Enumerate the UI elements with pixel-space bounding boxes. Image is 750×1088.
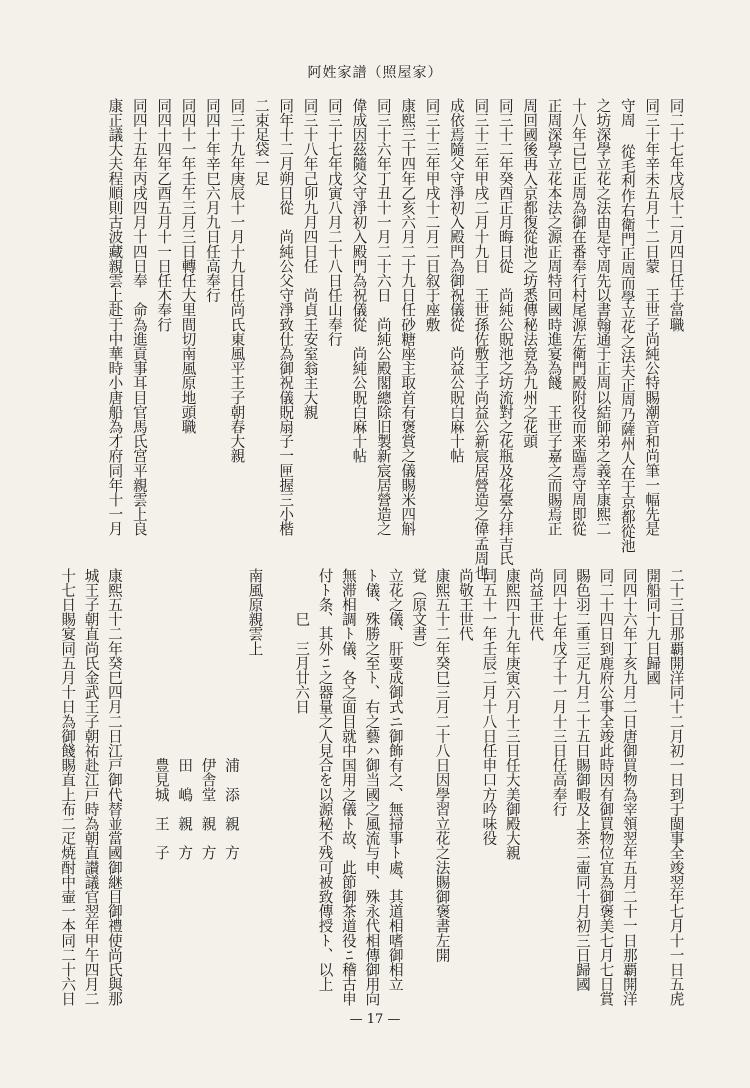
- text-column: 立花之儀、肝要成御式ニ御飾有之、無掃事ﾄ處、其道相嗜御相立: [386, 568, 404, 992]
- text-column: 康熙三十四年乙亥六月二十九日任砂糖座主取首有褒賞之儀賜米四斛: [399, 98, 417, 536]
- text-column: 十八年己巳正周為御在番奉行村尾源左衛門殿附役而来臨焉守周即從: [569, 98, 587, 536]
- text-column: ﾄ儀、殊勝之至ﾄ、右之藝ハ御当國之風流与申、殊永代相傳御用向: [363, 568, 381, 1006]
- text-column: 覚（原文書）: [410, 568, 428, 656]
- text-column: 同四十六年丁亥九月二日唐御買物為宰領翌年五月二十一日那覇開洋: [620, 568, 638, 1006]
- text-column: 康熙四十九年庚寅六月十三日任大美御殿大親: [503, 568, 521, 860]
- text-column: 同五十一年壬辰二月十八日任申口方吟味役: [480, 568, 498, 846]
- text-column: 無滞相調ﾄ儀、各之面目就中国用之儀ﾄ故、此節御茶道役ﾆ稽古申: [339, 568, 357, 1006]
- text-column: 伊舎堂 親 方: [199, 568, 217, 860]
- text-column: 同年十二月朔日從 尚純公父守淨致仕為御祝儀貺扇子一匣握三小楷: [277, 98, 295, 536]
- text-column: 康正議大夫程順則古波藏親雲上赴于中華時小唐船為才府同年十一月: [106, 98, 124, 536]
- text-column: 浦 添 親 方: [222, 568, 240, 860]
- text-column: 尚敬王世代: [456, 568, 474, 641]
- text-column: 城王子朝直尚氏金武王子朝祐赴江戸時為朝直讃議官翌年甲午四月二: [82, 568, 100, 1006]
- text-column: 同四十四年乙酉五月十一日任木奉行: [155, 98, 173, 332]
- text-column: 康熙五十二年癸巳四月二日江戸御代替並當國御継目御禮使尚氏與那: [105, 568, 123, 1006]
- text-column: 同二十四日到鹿府公事全竣此時因有御買物位宜為御褒美七月七日賞: [597, 568, 615, 1006]
- text-column: 守周 從毛利作右衛門正周而學立花之法夫正周乃薩州人在于京都從池: [618, 98, 636, 553]
- text-column: 同四十七年戊子十一月十三日任高奉行: [550, 568, 568, 817]
- text-column: 同三十年辛未五月十二日蒙 王世子尚純公特賜潮音和尚筆一幅先是: [643, 98, 661, 536]
- text-column: 同三十三年甲戌二月十九日 王世孫佐敷王子尚益公新宸居營造之偉孟周也: [472, 98, 490, 580]
- text-column: 周回國後再入京都復從池之坊悉傳秘法竟為九州之花頭: [521, 98, 539, 449]
- text-column: 同二十七年戊辰十二月四日任于當職: [667, 98, 685, 332]
- text-column: 同三十三年甲戌十二月二日叙于座敷: [423, 98, 441, 332]
- text-column: 豊見城 王 子: [152, 568, 170, 860]
- text-column: 正周深學立花本法之源正周特回國時進宴為餞 王世子嘉之而賜焉正: [545, 98, 563, 536]
- text-column: 之坊深學立花之法由是守周先以書翰通于正周以結師弟之義辛康熙二: [594, 98, 612, 536]
- text-column: 同三十六年丁丑十一月二十六日 尚純公殿閣總除旧製新宸居營造之: [374, 98, 392, 536]
- text-column: 康熙五十二年癸巳三月二十八日因學習立花之法賜御褒書左開: [433, 568, 451, 963]
- text-column: 尚益王世代: [527, 568, 545, 641]
- page-number: — 17 —: [349, 1012, 401, 1027]
- text-column: 成依焉隨父守淨初入殿門為御祝儀從 尚益公貺白麻十帖: [447, 98, 465, 463]
- text-column: 開船同十九日歸國: [644, 568, 662, 685]
- text-column: 賜色羽二重三疋九月二十五日賜御暇及上茶二壷同十月初三日歸國: [573, 568, 591, 992]
- text-column: 同三十二年癸酉正月晦日從 尚純公貺池之坊流對之花瓶及花臺分拝吉氏: [496, 98, 514, 566]
- text-column: 偉成因茲隨父守淨初入殿門為祝儀從 尚純公貺白麻十帖: [350, 98, 368, 463]
- text-column: 南風原親雲上: [246, 568, 264, 656]
- text-column: 同三十八年己卯九月四日任 尚貞王安室翁主大親: [301, 98, 319, 420]
- text-column: 付ﾄ条、其外ﾆ之器量之人見合を以源秘不残可被致傳授ﾄ、以上: [316, 568, 334, 992]
- text-column: 同三十七年戊寅八月二十八日任山奉行: [325, 98, 343, 347]
- text-column: 二束足袋一足: [252, 98, 270, 186]
- page-title: 阿姓家譜（照屋家）: [307, 65, 443, 81]
- text-column: 巳 三月廿六日: [293, 568, 311, 714]
- text-column: 同三十九年庚辰十一月十九日任尚氏東風平王子朝春大親: [228, 98, 246, 463]
- text-column: 同四十五年丙戌四月十四日奉 命為進貢事耳目官馬氏宮平親雲上良: [130, 98, 148, 536]
- text-column: 田 嶋 親 方: [176, 568, 194, 860]
- text-column: 同四十一年壬午三月三日轉任大里間切南風原地頭職: [179, 98, 197, 434]
- text-column: 十七日賜宴同五月十日為御餞賜直上布二疋焼酎中壷一本同二十六日: [59, 568, 77, 1006]
- text-column: 同四十年辛巳六月九日任高奉行: [203, 98, 221, 303]
- text-column: 二十三日那覇開洋同十二月初一日到于閩事全竣翌年七月十一日五虎: [667, 568, 685, 1006]
